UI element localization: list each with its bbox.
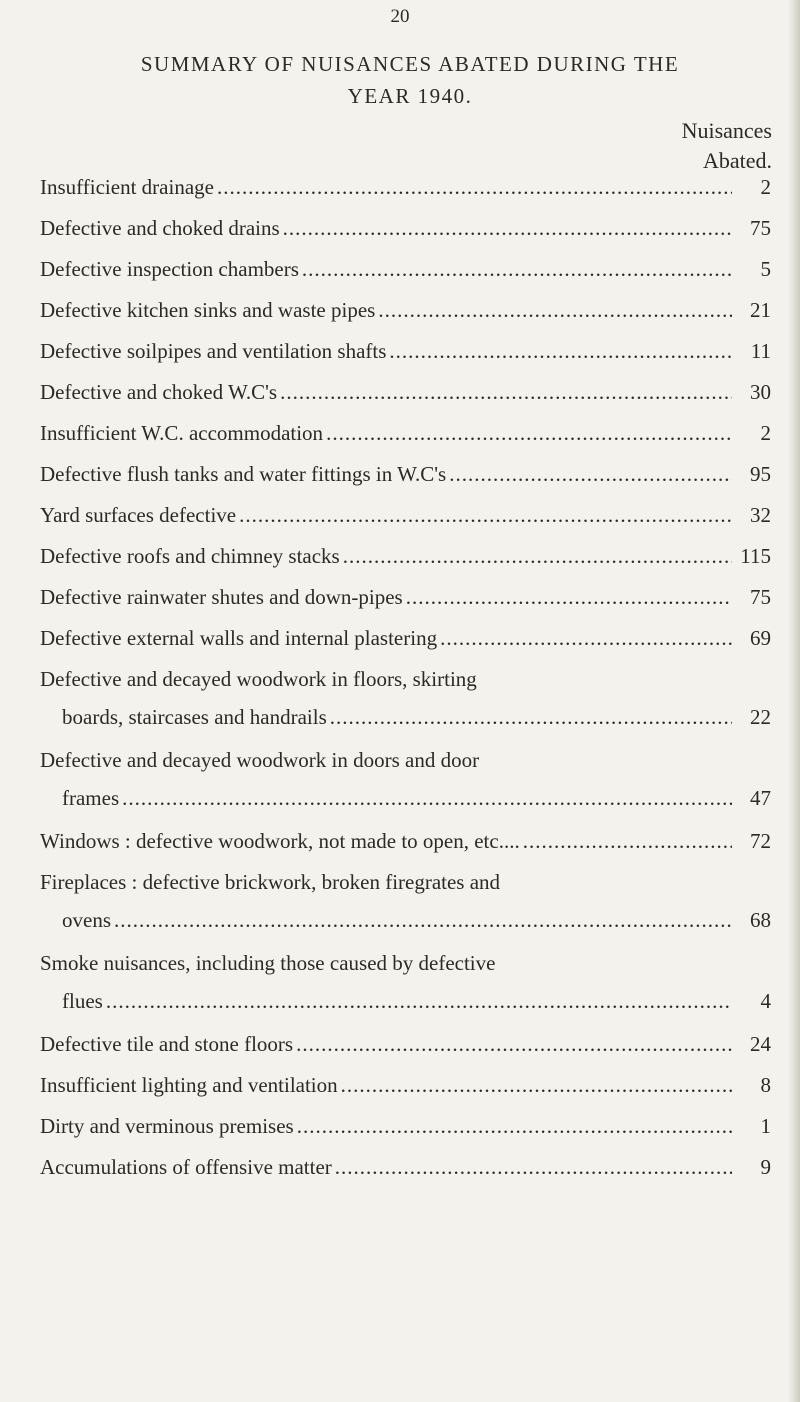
nuisance-label: Defective kitchen sinks and waste pipes xyxy=(40,298,376,322)
nuisance-count: 72 xyxy=(750,829,771,853)
dot-leader xyxy=(330,704,732,730)
nuisance-label: Defective and decayed woodwork in floors, skirting xyxy=(40,667,477,691)
nuisance-label: Defective external walls and internal plastering xyxy=(40,626,438,650)
nuisance-label: Defective soilpipes and ventilation shafts xyxy=(40,339,387,363)
nuisance-line xyxy=(40,215,771,241)
nuisance-count: 5 xyxy=(760,257,771,281)
dot-leader xyxy=(389,338,732,364)
nuisance-label: Defective inspection chambers xyxy=(40,257,299,281)
nuisance-line xyxy=(40,584,771,610)
nuisance-line xyxy=(40,625,771,651)
dot-leader xyxy=(378,297,732,323)
nuisance-line xyxy=(40,828,771,854)
nuisance-label: Defective flush tanks and water fittings in W.C's xyxy=(40,462,447,486)
page-number: 20 xyxy=(390,6,410,27)
nuisance-line xyxy=(40,543,771,569)
nuisance-label: Defective and decayed woodwork in doors and door xyxy=(40,748,480,772)
nuisance-line xyxy=(40,256,771,282)
dot-leader xyxy=(341,1072,732,1098)
nuisance-line xyxy=(40,1031,771,1057)
dot-leader xyxy=(335,1154,732,1180)
dot-leader xyxy=(239,502,732,528)
nuisance-label: Accumulations of offensive matter xyxy=(40,1155,332,1179)
nuisance-count: 30 xyxy=(750,380,771,404)
nuisance-label: Dirty and verminous premises xyxy=(40,1114,294,1138)
nuisance-line xyxy=(40,338,771,364)
dot-leader xyxy=(106,988,732,1014)
dot-leader xyxy=(296,1031,732,1057)
nuisance-count: 11 xyxy=(750,339,771,363)
dot-leader xyxy=(343,543,732,569)
nuisance-count: 1 xyxy=(760,1114,771,1138)
nuisance-count: 47 xyxy=(750,786,771,810)
nuisance-count: 22 xyxy=(750,705,771,729)
dot-leader xyxy=(406,584,732,610)
nuisance-label: Defective and choked W.C's xyxy=(40,380,278,404)
nuisance-line xyxy=(40,502,771,528)
dot-leader xyxy=(302,256,732,282)
nuisance-line xyxy=(40,704,771,730)
dot-leader xyxy=(280,379,732,405)
page-edge-shadow xyxy=(788,0,800,1402)
nuisance-line xyxy=(40,666,771,692)
dot-leader xyxy=(440,625,732,651)
nuisance-line xyxy=(40,1113,771,1139)
nuisance-label: Insufficient drainage xyxy=(40,175,214,199)
nuisance-label: Defective rainwater shutes and down-pipes xyxy=(40,585,403,609)
nuisance-line xyxy=(40,950,771,976)
nuisance-count: 21 xyxy=(750,298,771,322)
nuisance-label: Windows : defective woodwork, not made to open, etc.... xyxy=(40,829,520,853)
dot-leader xyxy=(122,785,732,811)
nuisance-line xyxy=(40,1154,771,1180)
column-header-line-2: Abated. xyxy=(702,148,772,173)
nuisance-count: 8 xyxy=(760,1073,771,1097)
dot-leader xyxy=(326,420,732,446)
dot-leader xyxy=(217,174,732,200)
nuisance-line xyxy=(40,297,771,323)
nuisance-count: 69 xyxy=(750,626,771,650)
nuisance-label: Insufficient lighting and ventilation xyxy=(40,1073,338,1097)
nuisance-count: 4 xyxy=(760,989,771,1013)
nuisance-line xyxy=(40,747,771,773)
dot-leader xyxy=(449,461,732,487)
nuisance-count: 2 xyxy=(760,421,771,445)
title-line-1: SUMMARY OF NUISANCES ABATED DURING THE xyxy=(140,52,680,76)
nuisance-label: boards, staircases and handrails xyxy=(62,705,327,729)
nuisance-count: 68 xyxy=(750,908,771,932)
nuisance-line xyxy=(40,420,771,446)
dot-leader xyxy=(523,828,732,854)
nuisance-count: 115 xyxy=(740,544,771,568)
nuisance-line xyxy=(40,869,771,895)
nuisance-count: 9 xyxy=(760,1155,771,1179)
nuisance-label: ovens xyxy=(62,908,111,932)
nuisance-label: Defective tile and stone floors xyxy=(40,1032,294,1056)
nuisance-label: Fireplaces : defective brickwork, broken firegrates and xyxy=(40,870,501,894)
column-header-line-1: Nuisances xyxy=(681,118,772,143)
dot-leader xyxy=(114,907,732,933)
nuisance-count: 24 xyxy=(750,1032,771,1056)
nuisance-line xyxy=(40,988,771,1014)
nuisance-label: Insufficient W.C. accommodation xyxy=(40,421,324,445)
nuisance-count: 75 xyxy=(750,216,771,240)
dot-leader xyxy=(283,215,732,241)
nuisance-line xyxy=(40,461,771,487)
nuisance-count: 2 xyxy=(760,175,771,199)
nuisance-label: Defective and choked drains xyxy=(40,216,280,240)
nuisance-label: Smoke nuisances, including those caused by defective xyxy=(40,951,496,975)
title-line-2: YEAR 1940. xyxy=(347,84,473,108)
nuisance-count: 75 xyxy=(750,585,771,609)
nuisance-line xyxy=(40,1072,771,1098)
nuisance-label: frames xyxy=(62,786,120,810)
nuisance-line xyxy=(40,785,771,811)
nuisance-line xyxy=(40,174,771,200)
nuisance-label: Yard surfaces defective xyxy=(40,503,237,527)
nuisance-label: flues xyxy=(62,989,103,1013)
nuisance-line xyxy=(40,907,771,933)
nuisance-line xyxy=(40,379,771,405)
nuisance-label: Defective roofs and chimney stacks xyxy=(40,544,340,568)
nuisance-count: 32 xyxy=(750,503,771,527)
dot-leader xyxy=(297,1113,732,1139)
nuisance-count: 95 xyxy=(750,462,771,486)
